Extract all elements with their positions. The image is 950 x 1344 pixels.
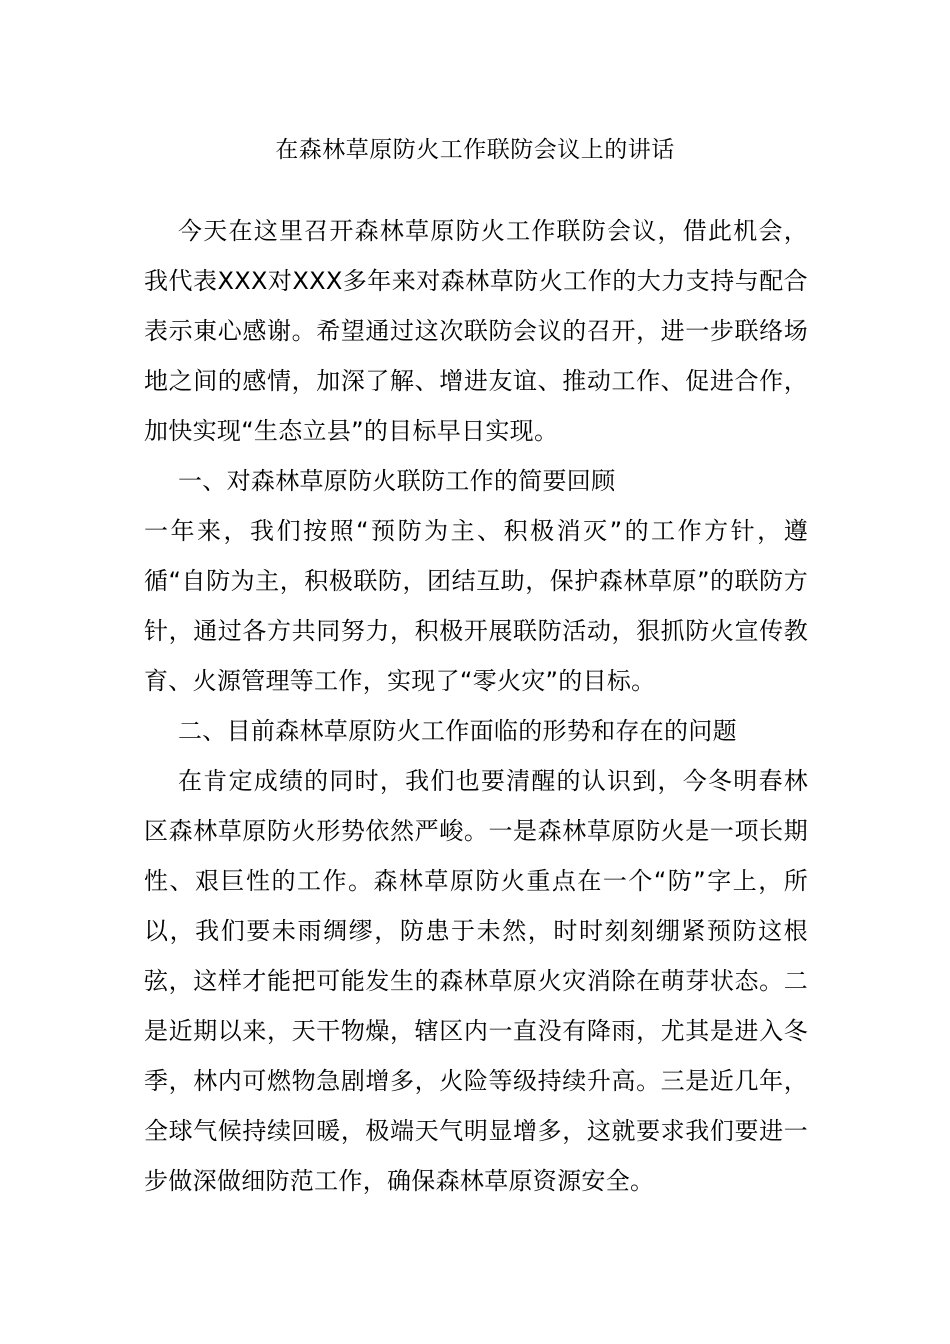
document-body	[144, 206, 808, 1206]
paragraph-opening: 今天在这里召开森林草原防火工作联防会议，借此机会，我代表XXX对XXX多年来对森林草防火工作的大力支持与配合表示東心感谢。希望通过这次联防会议的召开，进一步联络场地之间的感情，加深了解、增进友谊、推动工作、促进合作，加快实现“生态立县”的目标早日实现。	[144, 217, 808, 445]
section-heading-review: 一、对森林草原防火联防工作的简要回顾	[178, 467, 616, 495]
paragraph-review: 一年来，我们按照“预防为主、积极消灭”的工作方针，遵循“自防为主，积极联防，团结互助，保护森林草原”的联防方针，通过各方共同努力，积极开展联防活动，狠抓防火宣传教育、火源管理等工作，实现了“零火灾”的目标。	[144, 517, 808, 695]
paragraph-situation: 在肯定成绩的同时，我们也要清醒的认识到，今冬明春林区森林草原防火形势依然严峻。一是森林草原防火是一项长期性、艰巨性的工作。森林草原防火重点在一个“防”字上，所以，我们要未雨绸缪，防患于未然，时时刻刻绷紧预防这根弦，这样才能把可能发生的森林草原火灾消除在萌芽状态。二是近期以来，天干物燥，辖区内一直没有降雨，尤其是进入冬季，林内可燃物急剧增多，火险等级持续升高。三是近几年，全球气候持续回暖，极端天气明显增多，这就要求我们要进一步做深做细防范工作，确保森林草原资源安全。	[144, 767, 808, 1195]
section-heading-situation: 二、目前森林草原防火工作面临的形势和存在的问题	[178, 717, 737, 745]
document-title: 在森林草原防火工作联防会议上的讲话	[275, 137, 675, 163]
